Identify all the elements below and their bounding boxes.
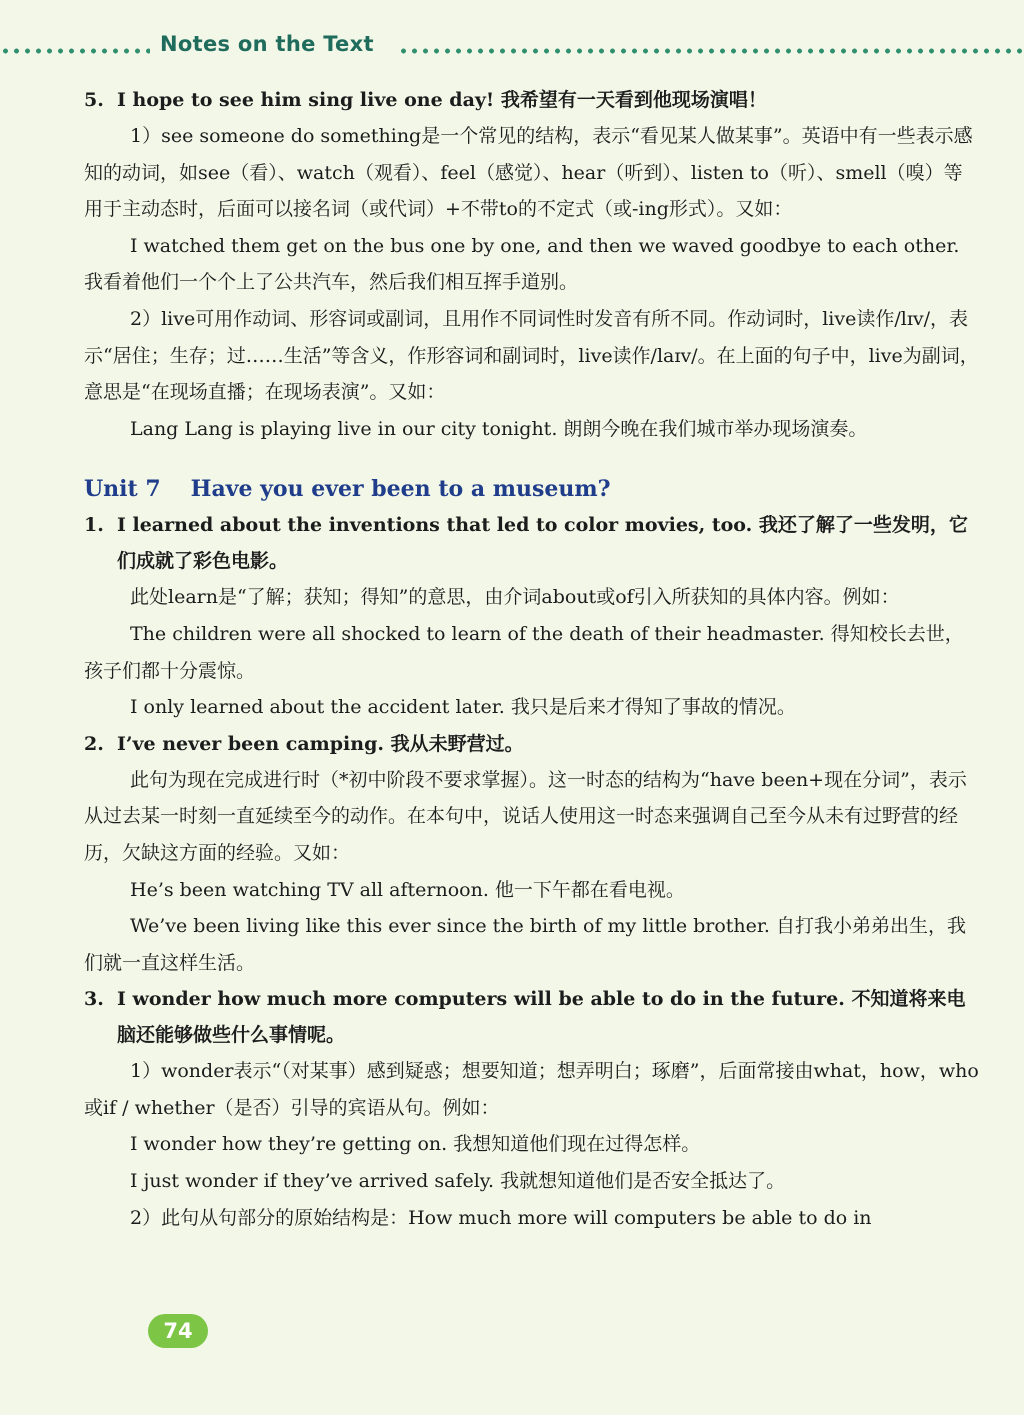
dotted-rule-left [0,48,150,54]
unit-note-3-paragraph-1: 1）wonder表示“（对某事）感到疑惑；想要知道；想弄明白；琢磨”，后面常接由what，how，who或if / whether（是否）引导的宾语从句。例如： [84,1060,979,1119]
note-heading-text: I’ve never been camping. 我从未野营过。 [117,732,524,755]
unit-title: Have you ever been to a museum? [190,476,611,503]
note-number: 2. [84,732,104,755]
page-number-badge: 74 [148,1314,208,1348]
note-5-paragraph-2: 2）live可用作动词、形容词或副词，且用作不同词性时发音有所不同。作动词时，live读作/lɪv/，表示“居住；生存；过……生活”等含义，作形容词和副词时，live读作/laɪv/。在上面的句子中，live为副词，意思是“在现场直播；在现场表演”。又如： [84,307,979,404]
unit-note-2-example-1: He’s been watching TV all afternoon. 他一下午都在看电视。 [130,878,685,901]
unit-note-2-heading [84,726,979,762]
unit-note-3-paragraph-2: 2）此句从句部分的原始结构是：How much more will computers be able to do in [130,1206,872,1229]
note-heading-text: I hope to see him sing live one day! 我希望有一天看到他现场演唱！ [117,89,767,111]
note-5-paragraph-1: 1）see someone do something是一个常见的结构，表示“看见某人做某事”。英语中有一些表示感知的动词，如see（看）、watch（观看）、feel（感觉）、hear（听到）、listen to（听）、smell（嗅）等用于主动态时，后面可以接名词（或代词）+不带to的不定式（或-ing形式）。又如： [84,125,973,221]
page-content [84,82,979,1236]
note-heading-text: I learned about the inventions that led to color movies, too. 我还了解了一些发明，它们成就了彩色电影。 [117,514,968,573]
running-header [0,30,1024,70]
unit-note-3-heading [84,981,979,1053]
unit-note-3-example-1: I wonder how they’re getting on. 我想知道他们现在过得怎样。 [130,1133,701,1156]
unit-note-1-example-2: I only learned about the accident later. 我只是后来才得知了事故的情况。 [130,696,796,719]
note-number: 3. [84,988,104,1011]
note-5-heading [84,82,979,118]
unit-heading [84,471,979,507]
note-number: 5. [84,89,104,111]
header-title: Notes on the Text [160,32,374,56]
dotted-rule-right [398,48,1024,54]
unit-note-2-example-2: We’ve been living like this ever since the birth of my little brother. 自打我小弟弟出生，我们就一直这样生活。 [84,915,966,974]
note-5-example-1: I watched them get on the bus one by one, and then we waved goodbye to each other. 我看着他们一个个上了公共汽车，然后我们相互挥手道别。 [84,234,960,294]
unit-label: Unit 7 [84,476,161,503]
unit-note-3-example-2: I just wonder if they’ve arrived safely. 我就想知道他们是否安全抵达了。 [130,1170,786,1193]
unit-note-1-paragraph: 此处learn是“了解；获知；得知”的意思，由介词about或of引入所获知的具体内容。例如： [130,586,900,609]
note-number: 1. [84,514,104,537]
note-5-example-2: Lang Lang is playing live in our city tonight. 朗朗今晚在我们城市举办现场演奏。 [130,417,868,440]
unit-note-1-example-1: The children were all shocked to learn of the death of their headmaster. 得知校长去世，孩子们都十分震惊。 [84,622,964,682]
unit-note-1-heading [84,507,979,579]
unit-note-2-paragraph: 此句为现在完成进行时（*初中阶段不要求掌握）。这一时态的结构为“have been+现在分词”，表示从过去某一时刻一直延续至今的动作。在本句中，说话人使用这一时态来强调自己至今从未有过野营的经历，欠缺这方面的经验。又如： [84,768,967,864]
note-heading-text: I wonder how much more computers will be able to do in the future. 不知道将来电脑还能够做些什么事情呢。 [117,988,966,1047]
